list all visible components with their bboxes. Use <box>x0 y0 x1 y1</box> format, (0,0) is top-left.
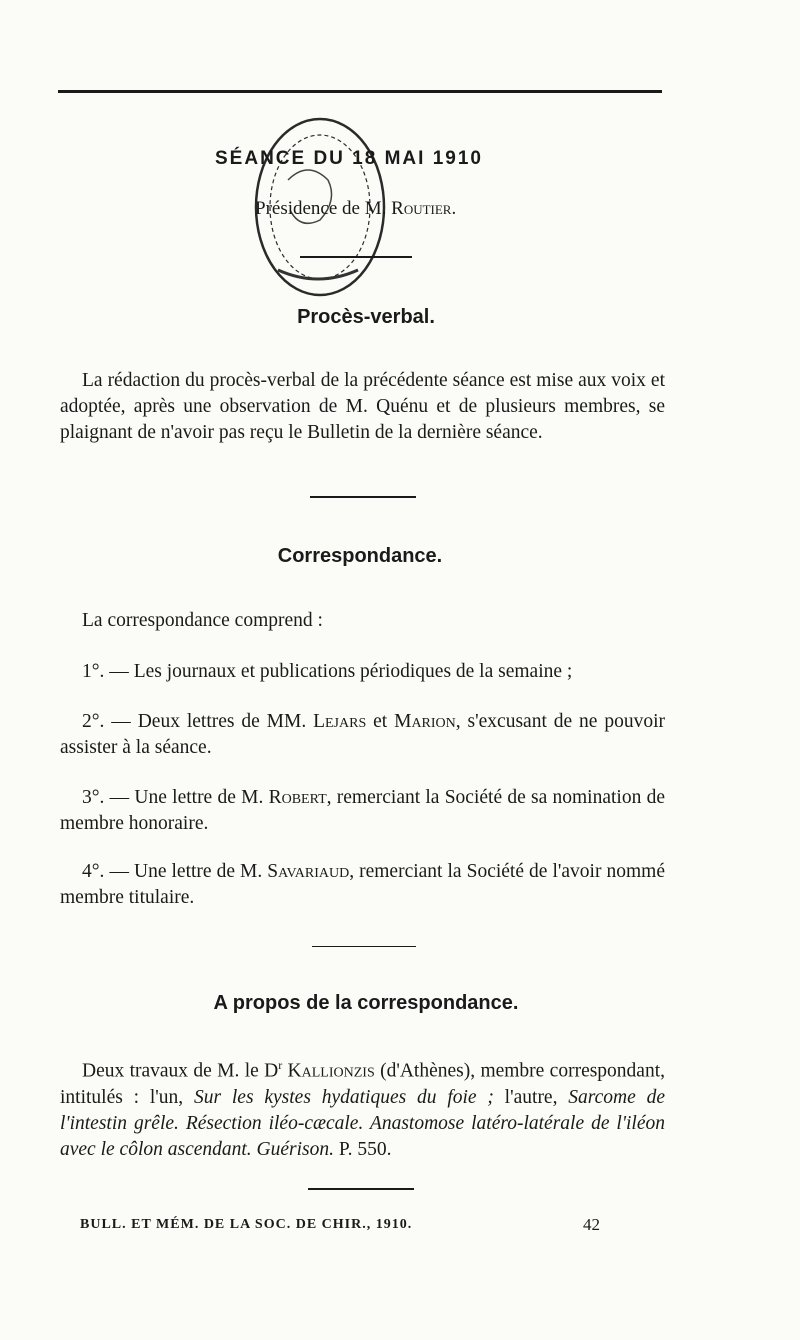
item-text: , remerciant la Société de l'avoir nommé membre titulaire. <box>60 861 665 908</box>
proces-verbal-title: Procès-verbal. <box>297 306 435 328</box>
seance-heading: SÉANCE DU 18 MAI 1910 <box>215 148 483 169</box>
president-name: Routier. <box>391 198 457 219</box>
correspondance-intro: La correspondance comprend : <box>82 610 323 631</box>
proces-verbal-text: La rédaction du procès-verbal de la précédente séance est mise aux voix et adoptée, après une observation de M. Quénu et de plusieurs membres, se plaignant de n'avoir pas reçu le Bulletin de la dernière séance. <box>60 370 665 443</box>
page-number: 42 <box>583 1215 600 1234</box>
item-text: , s'excusant de ne pouvoir assister à la séance. <box>60 711 665 758</box>
item-text: Les journaux et publications périodiques de la semaine ; <box>133 661 573 682</box>
item-number: 3°. — <box>82 787 135 808</box>
text-run: (d'Athènes), membre correspondant, intitulés : l'un, <box>60 1060 666 1108</box>
person-name: Lejars <box>313 711 367 732</box>
list-item <box>60 659 665 685</box>
item-text: Deux lettres de MM. <box>137 711 314 732</box>
item-text: Une lettre de M. <box>134 787 269 808</box>
item-number: 1°. — <box>82 661 134 682</box>
presidence-line <box>255 198 515 220</box>
text-run: P. 550. <box>334 1138 392 1160</box>
text-run: r <box>278 1058 283 1072</box>
divider <box>312 946 416 947</box>
presidence-prefix: Présidence de M. <box>255 198 392 219</box>
divider <box>300 256 412 258</box>
item-text: Une lettre de M. <box>134 861 268 882</box>
a-propos-text <box>60 1052 665 1163</box>
person-name: Savariaud <box>267 861 350 882</box>
work-title: Sarcome de l'intestin grêle. Résection iléo-cæcale. Anastomose latéro-latérale de l'iléon avec le côlon ascendant. Guérison. <box>60 1086 666 1160</box>
a-propos-title: A propos de la correspondance. <box>213 992 519 1014</box>
correspondance-title: Correspondance. <box>277 545 443 567</box>
text-run: l'autre, <box>493 1086 569 1108</box>
list-item <box>60 709 665 761</box>
divider <box>308 1188 414 1190</box>
person-name: Marion <box>394 711 456 732</box>
item-number: 4°. — <box>82 861 134 882</box>
list-item <box>60 859 665 911</box>
item-number: 2°. — <box>82 711 138 732</box>
work-title: Sur les kystes hydatiques du foie ; <box>193 1086 494 1108</box>
item-text: et <box>366 711 395 732</box>
list-item <box>60 785 665 837</box>
running-footer: BULL. ET MÉM. DE LA SOC. DE CHIR., 1910. <box>80 1217 413 1232</box>
item-text: , remerciant la Société de sa nomination de membre honoraire. <box>60 787 665 834</box>
divider <box>310 496 416 498</box>
text-run: Deux travaux de M. le D <box>82 1060 279 1082</box>
person-name: Robert <box>268 787 327 808</box>
person-name: Kallionzis <box>287 1060 375 1082</box>
top-rule <box>58 90 662 93</box>
